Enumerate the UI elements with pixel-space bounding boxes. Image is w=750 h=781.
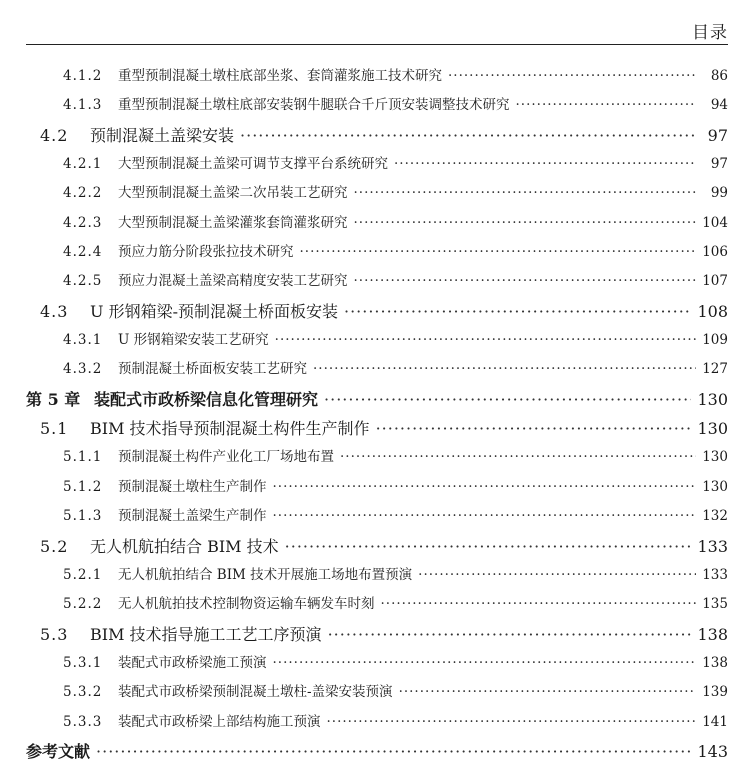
toc-entry[interactable]	[0, 561, 750, 590]
toc-entry-number: 4.1.3	[63, 97, 103, 114]
toc-entry[interactable]	[0, 326, 750, 355]
toc-entry-number: 4.2.1	[63, 156, 103, 173]
toc-entry-number: 5.1.1	[63, 449, 103, 466]
toc-entry[interactable]	[0, 414, 750, 443]
toc-entry-title: 预制混凝土桥面板安装工艺研究	[118, 361, 307, 378]
toc-entry-title: 装配式市政桥梁施工预演	[118, 654, 267, 671]
table-of-contents	[0, 62, 750, 766]
toc-entry-number: 5.3.2	[63, 684, 103, 701]
toc-entry[interactable]	[0, 678, 750, 707]
toc-dot-leader	[285, 532, 692, 561]
toc-entry-page: 97	[710, 156, 728, 173]
toc-entry[interactable]	[0, 62, 750, 91]
toc-entry[interactable]	[0, 737, 750, 766]
toc-entry-title: 预制混凝土构件产业化工厂场地布置	[118, 449, 334, 466]
toc-entry[interactable]	[0, 473, 750, 502]
toc-entry-number: 5.1	[40, 419, 69, 439]
toc-dot-leader	[328, 620, 692, 649]
toc-entry-title: 无人机航拍结合 BIM 技术开展施工场地布置预演	[118, 566, 413, 583]
toc-entry-number: 4.2	[40, 125, 69, 145]
toc-entry[interactable]	[0, 708, 750, 737]
toc-entry-page: 86	[710, 68, 728, 84]
toc-dot-leader	[273, 649, 697, 678]
toc-entry-page: 133	[697, 536, 728, 556]
toc-dot-leader	[300, 238, 697, 267]
toc-entry[interactable]	[0, 590, 750, 619]
toc-entry-page: 109	[702, 332, 728, 349]
toc-entry[interactable]	[0, 121, 750, 150]
toc-entry[interactable]	[0, 238, 750, 267]
toc-entry[interactable]	[0, 91, 750, 120]
toc-entry[interactable]	[0, 179, 750, 208]
toc-entry-page: 99	[710, 185, 728, 202]
toc-entry[interactable]	[0, 209, 750, 238]
toc-entry-page: 127	[702, 361, 728, 378]
toc-entry-number: 5.2.2	[63, 596, 103, 613]
toc-entry[interactable]	[0, 385, 750, 414]
toc-entry-number: 4.3.2	[63, 361, 103, 378]
toc-entry-number: 5.1.2	[63, 478, 103, 495]
toc-dot-leader	[240, 121, 696, 150]
toc-dot-leader	[381, 590, 697, 619]
toc-entry-page: 106	[702, 244, 728, 261]
toc-entry-page: 139	[702, 684, 728, 701]
toc-entry-title: 重型预制混凝土墩柱底部安装钢牛腿联合千斤顶安装调整技术研究	[118, 97, 510, 114]
toc-entry-page: 107	[702, 273, 728, 290]
toc-entry[interactable]	[0, 267, 750, 296]
toc-entry-page: 130	[697, 419, 728, 439]
toc-entry-title: 大型预制混凝土盖梁二次吊装工艺研究	[118, 185, 348, 202]
toc-dot-leader	[273, 502, 697, 531]
header-divider	[26, 44, 728, 45]
toc-dot-leader	[516, 91, 697, 120]
toc-dot-leader	[399, 678, 696, 707]
toc-entry-title: 大型预制混凝土盖梁灌浆套筒灌浆研究	[118, 214, 348, 231]
toc-entry-page: 138	[697, 624, 728, 644]
toc-entry-number: 4.3.1	[63, 332, 103, 349]
toc-entry-title: 预应力筋分阶段张拉技术研究	[118, 244, 294, 261]
toc-entry-number: 5.2	[40, 536, 69, 556]
toc-entry-title: 大型预制混凝土盖梁可调节支撑平台系统研究	[118, 156, 388, 173]
toc-entry-number: 5.1.3	[63, 508, 103, 525]
toc-entry-page: 104	[702, 214, 728, 231]
toc-entry-number: 4.3	[40, 301, 69, 321]
toc-entry-title: 装配式市政桥梁信息化管理研究	[94, 389, 319, 409]
toc-entry-title: 参考文献	[26, 741, 91, 761]
toc-entry-title: 重型预制混凝土墩柱底部坐浆、套筒灌浆施工技术研究	[118, 68, 442, 84]
toc-entry-title: 预制混凝土盖梁安装	[90, 125, 235, 145]
toc-dot-leader	[324, 385, 691, 414]
toc-dot-leader	[327, 708, 697, 737]
toc-entry[interactable]	[0, 532, 750, 561]
toc-dot-leader	[448, 62, 696, 91]
toc-entry-title: 预制混凝土墩柱生产制作	[118, 478, 267, 495]
toc-entry-page: 143	[697, 741, 728, 761]
toc-entry-title: BIM 技术指导施工工艺工序预演	[90, 624, 322, 644]
toc-entry[interactable]	[0, 297, 750, 326]
toc-entry-title: BIM 技术指导预制混凝土构件生产制作	[90, 419, 370, 439]
toc-entry-page: 97	[707, 125, 728, 145]
toc-dot-leader	[418, 561, 696, 590]
toc-entry[interactable]	[0, 620, 750, 649]
toc-entry-page: 108	[697, 301, 728, 321]
toc-entry-page: 132	[702, 508, 728, 525]
toc-entry-number: 4.1.2	[63, 68, 103, 84]
toc-entry-title: U 形钢箱梁-预制混凝土桥面板安装	[90, 301, 338, 321]
toc-entry[interactable]	[0, 649, 750, 678]
toc-entry-number: 4.2.3	[63, 214, 103, 231]
toc-entry-page: 130	[702, 478, 728, 495]
toc-entry-page: 135	[702, 596, 728, 613]
toc-dot-leader	[96, 737, 691, 766]
toc-entry-number: 第 5 章	[26, 389, 81, 409]
toc-entry-title: 预应力混凝土盖梁高精度安装工艺研究	[118, 273, 348, 290]
toc-entry-number: 5.3.1	[63, 654, 103, 671]
toc-dot-leader	[340, 443, 696, 472]
toc-entry-number: 5.3	[40, 624, 69, 644]
toc-entry-page: 138	[702, 654, 728, 671]
toc-dot-leader	[394, 150, 696, 179]
toc-entry-title: 无人机航拍结合 BIM 技术	[90, 536, 279, 556]
toc-entry-page: 141	[702, 713, 728, 730]
toc-entry-number: 5.3.3	[63, 713, 103, 730]
toc-entry[interactable]	[0, 150, 750, 179]
toc-dot-leader	[354, 179, 697, 208]
toc-entry[interactable]	[0, 443, 750, 472]
toc-dot-leader	[344, 297, 691, 326]
toc-entry[interactable]	[0, 355, 750, 384]
toc-dot-leader	[354, 209, 697, 238]
toc-dot-leader	[354, 267, 697, 296]
toc-entry-number: 4.2.4	[63, 244, 103, 261]
toc-entry-page: 133	[702, 566, 728, 583]
toc-entry[interactable]	[0, 502, 750, 531]
toc-dot-leader	[273, 473, 697, 502]
toc-entry-title: 无人机航拍技术控制物资运输车辆发车时刻	[118, 596, 375, 613]
toc-entry-number: 4.2.2	[63, 185, 103, 202]
toc-entry-title: 装配式市政桥梁上部结构施工预演	[118, 713, 321, 730]
toc-entry-number: 5.2.1	[63, 566, 103, 583]
toc-entry-title: U 形钢箱梁安装工艺研究	[118, 332, 269, 349]
toc-entry-title: 预制混凝土盖梁生产制作	[118, 508, 267, 525]
toc-dot-leader	[275, 326, 696, 355]
toc-entry-page: 94	[710, 97, 728, 114]
toc-entry-number: 4.2.5	[63, 273, 103, 290]
toc-dot-leader	[313, 355, 696, 384]
toc-entry-page: 130	[702, 449, 728, 466]
toc-entry-title: 装配式市政桥梁预制混凝土墩柱-盖梁安装预演	[118, 684, 393, 701]
toc-entry-page: 130	[697, 389, 728, 409]
page-header-title: 目录	[692, 23, 728, 43]
toc-dot-leader	[376, 414, 692, 443]
